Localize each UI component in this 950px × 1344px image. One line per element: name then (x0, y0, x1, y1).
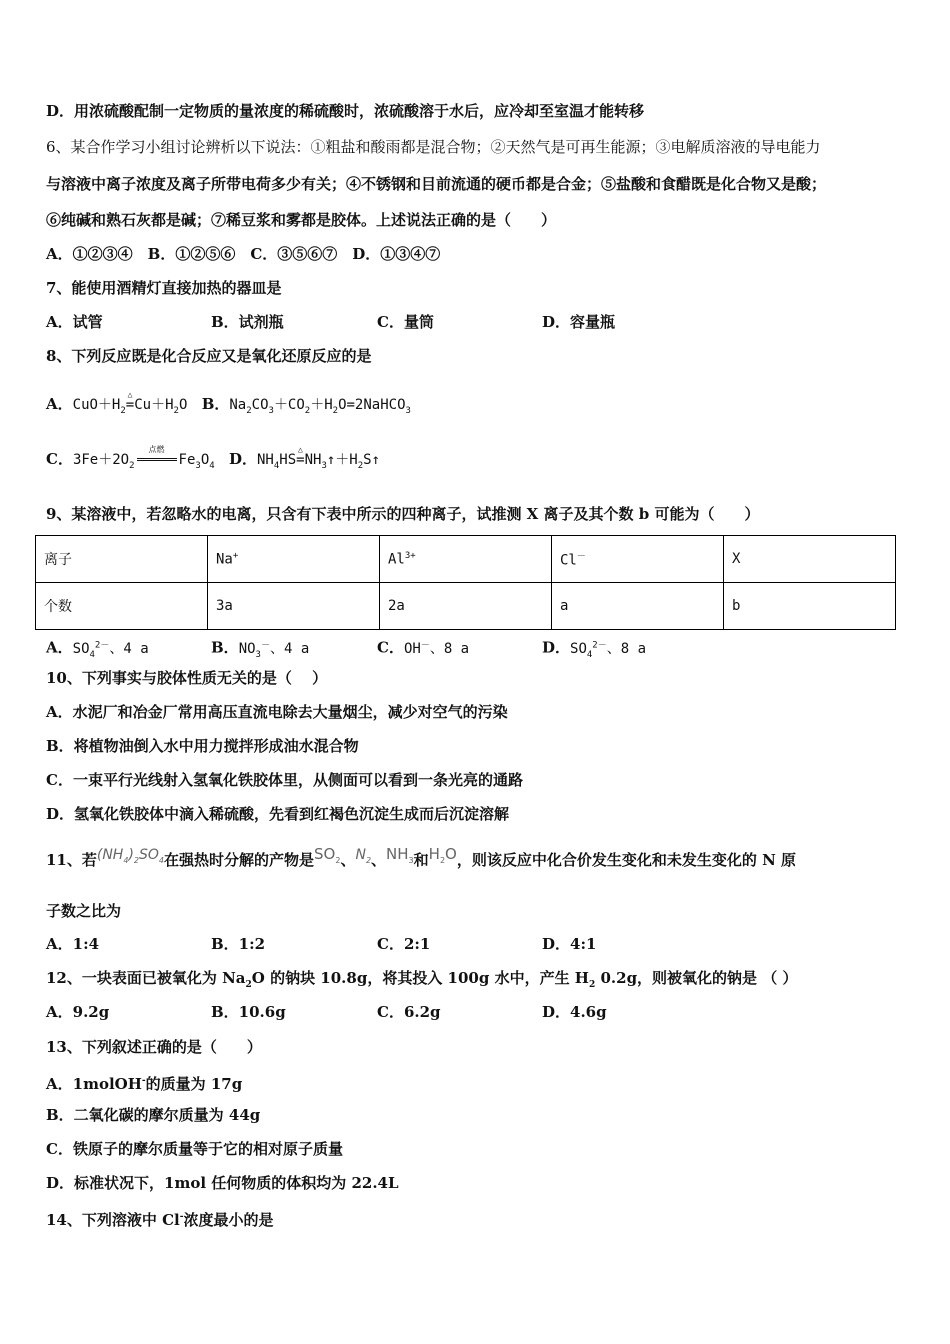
q8-stem: 8、下列反应既是化合反应又是氧化还原反应的是 (46, 347, 372, 365)
q10-option-b: B．将植物油倒入水中用力搅拌形成油水混合物 (46, 737, 359, 755)
q10-option-d: D．氢氧化铁胶体中滴入稀硫酸，先看到红褐色沉淀生成而后沉淀溶解 (46, 805, 510, 823)
q5-option-d: D．用浓硫酸配制一定物质的量浓度的稀硫酸时，浓硫酸溶于水后，应冷却至室温才能转移 (46, 102, 645, 120)
q10-stem: 10、下列事实与胶体性质无关的是（ ） (46, 669, 328, 687)
q8-options-ab: A．$CuO+H_2$ △ $=Cu+H_2O$ B．$Na_2CO_3+CO_2+H_2O=2NaHCO_3$ (46, 394, 411, 421)
q11-stem-line1: 11、若$(NH_4)_2SO_4$在强热时分解的产物是$SO_2$、$N_2$、$NH_3$和$H_2O$，则该反应中化合价发生变化和未发生变化的 N 原 (46, 845, 797, 869)
q9-option-b: B．$NO_3^-$、4 a (211, 638, 310, 660)
q10-option-a: A．水泥厂和冶金厂常用高压直流电除去大量烟尘，减少对空气的污染 (46, 703, 508, 721)
q11-option-c: C．2:1 (377, 935, 431, 953)
q13-option-d: D．标准状况下，1mol 任何物质的体积均为 22.4L (46, 1174, 399, 1192)
table-cell: Cl－ (552, 536, 724, 583)
q8-ignite-sign: 点燃 (148, 445, 165, 454)
q11-option-a: A．1:4 (46, 935, 100, 953)
table-cell: 个数 (36, 583, 208, 630)
q7-stem: 7、能使用酒精灯直接加热的器皿是 (46, 279, 282, 297)
q9-option-d: D．$SO_4^{2-}$、8 a (542, 638, 647, 660)
q12-option-d: D．4.6g (542, 1003, 607, 1021)
q12-stem: 12、一块表面已被氧化为 $Na_2O$ 的钠块 10.8g，将其投入 100g 水中，产生 $H_2$ 0.2g，则被氧化的钠是 （ ） (46, 969, 798, 990)
table-cell: $Al^{3+}$ (380, 536, 552, 583)
q12-option-c: C．6.2g (377, 1003, 441, 1021)
table-cell: X (724, 536, 896, 583)
q6-stem-line2: 与溶液中离子浓度及离子所带电荷多少有关；④不锈钢和目前流通的硬币都是合金；⑤盐酸和食醋既是化合物又是酸； (46, 175, 827, 193)
table-cell: a (552, 583, 724, 630)
table-row (36, 536, 896, 583)
q13-option-c: C．铁原子的摩尔质量等于它的相对原子质量 (46, 1140, 343, 1158)
table-row (36, 583, 896, 630)
q7-option-a: A．试管 (46, 313, 103, 331)
ion-table (35, 535, 896, 630)
q9-stem: 9、某溶液中，若忽略水的电离，只含有下表中所示的四种离子，试推测 X 离子及其个数 b 可能为（ ） (46, 505, 760, 523)
q9-option-a: A．$SO_4^{2-}$、4 a (46, 638, 149, 660)
q6-options: A．①②③④ B．①②⑤⑥ C．③⑤⑥⑦ D．①③④⑦ (46, 245, 441, 263)
q7-option-d: D．容量瓶 (542, 313, 616, 331)
q10-option-c: C．一束平行光线射入氢氧化铁胶体里，从侧面可以看到一条光亮的通路 (46, 771, 523, 789)
q14-stem: 14、下列溶液中 Cl-浓度最小的是 (46, 1211, 274, 1229)
q13-option-a: A．1molOH-的质量为 17g (46, 1075, 243, 1093)
q9-option-c: C．OH－、8 a (377, 638, 470, 657)
table-cell: Na+ (208, 536, 380, 583)
q8-options-cd: C．$3Fe+2O_2$ 点燃 $Fe_3O_4$ D．$NH_4HS$ △ $=NH_3↑+H_2S↑$ (46, 449, 380, 476)
q6-stem-line3: ⑥纯碱和熟石灰都是碱；⑦稀豆浆和雾都是胶体。上述说法正确的是（ ） (46, 211, 557, 229)
table-cell: 2a (380, 583, 552, 630)
q7-option-b: B．试剂瓶 (211, 313, 284, 331)
q8-heat-sign: △ (127, 390, 133, 399)
q12-option-b: B．10.6g (211, 1003, 286, 1021)
table-cell: 离子 (36, 536, 208, 583)
q11-option-d: D．4:1 (542, 935, 597, 953)
table-cell: b (724, 583, 896, 630)
q12-option-a: A．9.2g (46, 1003, 110, 1021)
q6-stem-line1: 6、某合作学习小组讨论辨析以下说法：①粗盐和酸雨都是混合物；②天然气是可再生能源；③电解质溶液的导电能力 (46, 138, 821, 156)
q7-option-c: C．量筒 (377, 313, 434, 331)
q13-stem: 13、下列叙述正确的是（ ） (46, 1038, 262, 1056)
table-cell: 3a (208, 583, 380, 630)
q11-stem-line2: 子数之比为 (46, 902, 122, 920)
q13-option-b: B．二氧化碳的摩尔质量为 44g (46, 1106, 261, 1124)
q11-option-b: B．1:2 (211, 935, 266, 953)
